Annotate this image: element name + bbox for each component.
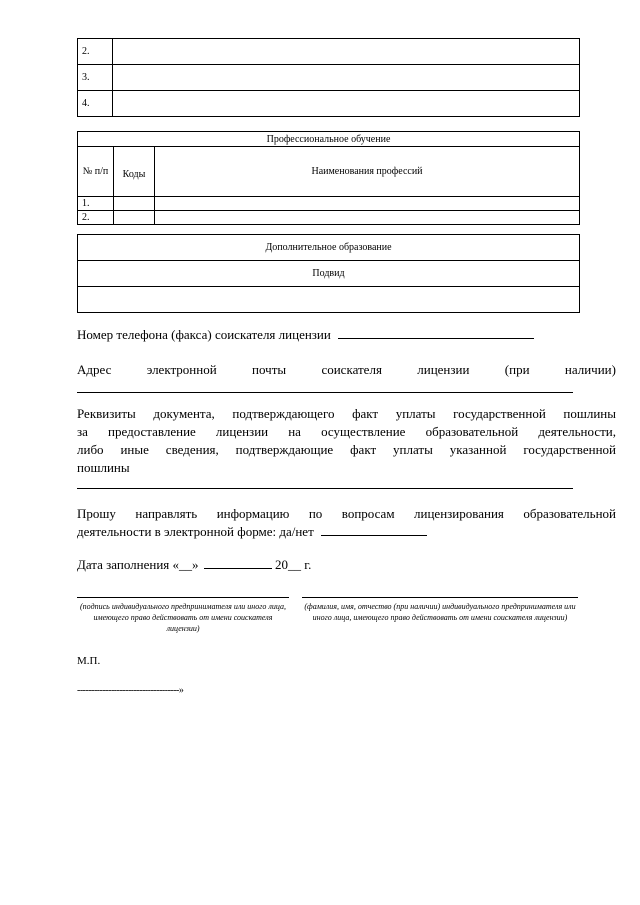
row-number: 2. bbox=[78, 39, 113, 65]
profession-name-cell[interactable] bbox=[155, 211, 580, 225]
fill-date-month-line[interactable] bbox=[204, 556, 272, 569]
email-word: электронной bbox=[146, 362, 217, 377]
row-value-cell[interactable] bbox=[113, 91, 580, 117]
row-number: 4. bbox=[78, 91, 113, 117]
additional-education-table bbox=[77, 234, 580, 313]
table-row bbox=[78, 197, 580, 211]
electronic-request-text: Прошу направлять информацию по вопросам лицензирования образовательной деятельности в электронной форме: да/нет bbox=[77, 506, 616, 539]
profession-name-cell[interactable] bbox=[155, 197, 580, 211]
email-word: наличии) bbox=[564, 362, 616, 377]
professional-training-table bbox=[77, 131, 580, 225]
table-row bbox=[78, 39, 580, 65]
stamp-place-label: М.П. bbox=[77, 655, 101, 667]
codes-cell[interactable] bbox=[114, 211, 155, 225]
fill-date-label: Дата заполнения «__» bbox=[77, 557, 199, 572]
row-number: 1. bbox=[78, 197, 114, 211]
signature-caption: (подпись индивидуального предпринимателя или иного лица, имеющего право действовать от имени соискателя лицензии) bbox=[80, 602, 286, 633]
subtype-header: Подвид bbox=[78, 261, 580, 287]
payment-details-text: Реквизиты документа, подтверждающего факт уплаты государственной пошлины за предоставление лицензии на осуществление образовательной деятельности, либо иные сведения, подтверждающие факт уплаты указанной государственной пошлины bbox=[77, 406, 616, 475]
fill-date-row bbox=[77, 556, 311, 574]
numbered-rows-table bbox=[77, 38, 580, 117]
phone-label: Номер телефона (факса) соискателя лицензии bbox=[77, 327, 331, 342]
professional-training-header: Профессиональное обучение bbox=[78, 132, 580, 147]
payment-details-input-line[interactable] bbox=[77, 488, 573, 489]
yes-no-input-line[interactable] bbox=[321, 523, 427, 536]
row-number: 3. bbox=[78, 65, 113, 91]
phone-row bbox=[77, 326, 597, 344]
codes-cell[interactable] bbox=[114, 197, 155, 211]
table-row bbox=[78, 211, 580, 225]
email-word: почты bbox=[252, 362, 287, 377]
row-value-cell[interactable] bbox=[113, 39, 580, 65]
fill-date-year-suffix: г. bbox=[304, 557, 312, 572]
additional-education-header: Дополнительное образование bbox=[78, 235, 580, 261]
closing-dashes: ------------------------------------» bbox=[77, 685, 184, 696]
column-header-number: № п/п bbox=[78, 147, 114, 197]
email-word: соискателя bbox=[321, 362, 382, 377]
column-header-profession-names: Наименования профессий bbox=[155, 147, 580, 197]
email-input-line[interactable] bbox=[77, 392, 573, 393]
row-number: 2. bbox=[78, 211, 114, 225]
fill-date-year: 20__ bbox=[275, 557, 302, 572]
email-word: (при bbox=[504, 362, 530, 377]
email-word: Адрес bbox=[77, 362, 112, 377]
email-word: лицензии bbox=[417, 362, 470, 377]
phone-input-line[interactable] bbox=[338, 326, 534, 339]
signature-line[interactable] bbox=[77, 597, 289, 598]
table-row bbox=[78, 91, 580, 117]
full-name-caption: (фамилия, имя, отчество (при наличии) индивидуального предпринимателя или иного лица, имеющего право действовать от имени соискателя лицензии) bbox=[304, 602, 576, 622]
subtype-value-cell[interactable] bbox=[78, 287, 580, 313]
email-label-row bbox=[77, 361, 616, 379]
row-value-cell[interactable] bbox=[113, 65, 580, 91]
column-header-codes: Коды bbox=[114, 147, 155, 197]
table-row bbox=[78, 65, 580, 91]
full-name-line[interactable] bbox=[302, 597, 578, 598]
